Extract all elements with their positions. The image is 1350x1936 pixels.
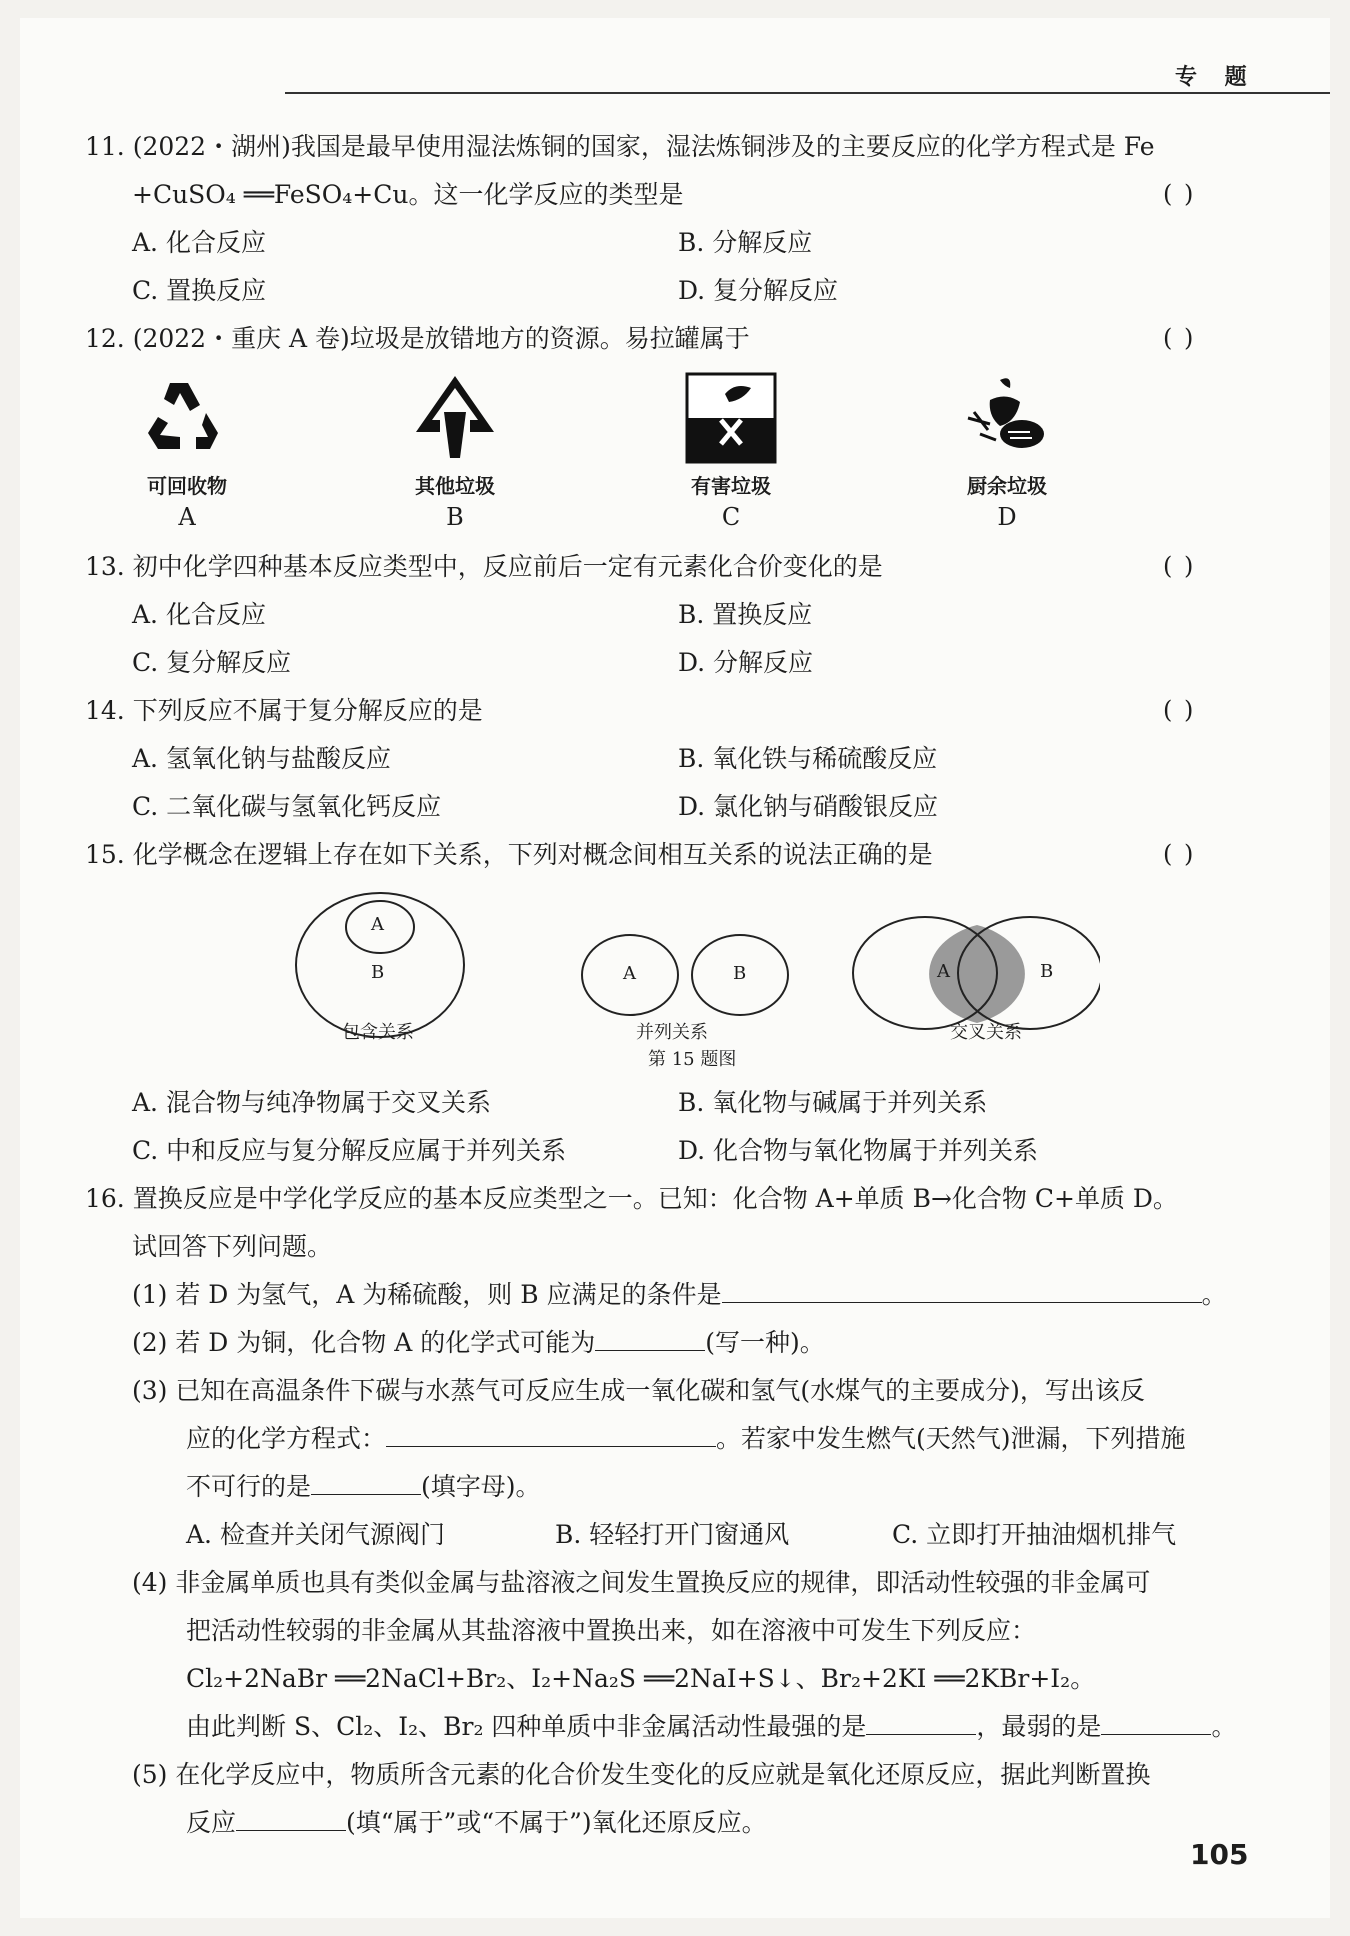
q11-option-a: A. 化合反应 (132, 228, 266, 257)
q14-option-a: A. 氢氧化钠与盐酸反应 (132, 744, 391, 773)
q16-part5-text: 反应 (186, 1808, 237, 1837)
q15-option-c: C. 中和反应与复分解反应属于并列关系 (132, 1136, 567, 1165)
intersect-label-a: A (937, 961, 950, 982)
icon-a-letter: A (178, 503, 196, 531)
q16-part3-line3 (186, 1472, 541, 1502)
q16-part3-option-a: A. 检查并关闭气源阀门 (186, 1520, 445, 1549)
parallel-label-b: B (733, 963, 747, 984)
icon-b-letter: B (446, 503, 464, 531)
header-rule (285, 92, 1330, 94)
q16-part2-blank[interactable] (595, 1328, 705, 1351)
q14-line1: 14. 下列反应不属于复分解反应的是 (85, 696, 483, 725)
section-header: 专 题 (1175, 65, 1257, 90)
hazardous-waste-icon (685, 372, 777, 464)
icon-c-letter: C (721, 503, 741, 531)
q11-line1: 11. (2022・湖州)我国是最早使用湿法炼铜的国家，湿法炼铜涉及的主要反应的化学方程式是 Fe (85, 132, 1155, 161)
q16-part4-weakest-blank[interactable] (1101, 1712, 1211, 1735)
q14-answer-paren[interactable]: ( ) (1163, 696, 1196, 724)
q11-answer-paren[interactable]: ( ) (1163, 180, 1196, 208)
q16-part5-line2 (186, 1808, 767, 1838)
q16-part4-question: 由此判断 S、Cl₂、I₂、Br₂ 四种单质中非金属活动性最强的是 (186, 1712, 867, 1741)
q14-option-b: B. 氧化铁与稀硫酸反应 (678, 744, 938, 773)
q13-answer-paren[interactable]: ( ) (1163, 552, 1196, 580)
q16-part3-hint: (填字母)。 (421, 1472, 541, 1501)
inclusion-label-b: B (371, 962, 385, 983)
q16-part4-equations: Cl₂+2NaBr ══2NaCl+Br₂、I₂+Na₂S ══2NaI+S↓、Br₂+2KI ══2KBr+I₂。 (186, 1664, 1096, 1693)
q16-part3-tail: 。若家中发生燃气(天然气)泄漏，下列措施 (716, 1424, 1186, 1453)
q13-option-b: B. 置换反应 (678, 600, 813, 629)
icon-d-label: 厨余垃圾 (967, 474, 1047, 498)
figure-caption: 第 15 题图 (648, 1049, 737, 1070)
q16-part3-option-b: B. 轻轻打开门窗通风 (555, 1520, 790, 1549)
icon-c-label: 有害垃圾 (691, 474, 771, 498)
q15-line1: 15. 化学概念在逻辑上存在如下关系，下列对概念间相互关系的说法正确的是 (85, 840, 933, 869)
q16-part4-strongest-blank[interactable] (866, 1712, 976, 1735)
q16-part5-line1: (5) 在化学反应中，物质所含元素的化合价发生变化的反应就是氧化还原反应，据此判断置换 (132, 1760, 1151, 1789)
q13-option-a: A. 化合反应 (132, 600, 266, 629)
q16-part4-weakest-text: ，最弱的是 (976, 1712, 1102, 1741)
q15-answer-paren[interactable]: ( ) (1163, 840, 1196, 868)
kitchen-waste-icon (960, 372, 1052, 464)
q16-part4-line1: (4) 非金属单质也具有类似金属与盐溶液之间发生置换反应的规律，即活动性较强的非金属可 (132, 1568, 1151, 1597)
page-number: 105 (1190, 1838, 1249, 1871)
q13-option-c: C. 复分解反应 (132, 648, 292, 677)
q16-part1 (132, 1280, 1227, 1310)
q16-part3-choice-blank[interactable] (311, 1472, 421, 1495)
icon-a-label: 可回收物 (147, 474, 227, 498)
q16-part5-blank[interactable] (236, 1808, 346, 1831)
q16-part3-question: 不可行的是 (186, 1472, 312, 1501)
parallel-caption: 并列关系 (636, 1022, 708, 1043)
intersect-caption: 交叉关系 (950, 1022, 1022, 1043)
q11-option-c: C. 置换反应 (132, 276, 267, 305)
q11-line2: +CuSO₄ ══FeSO₄+Cu。这一化学反应的类型是 (132, 180, 684, 209)
q12-answer-paren[interactable]: ( ) (1163, 324, 1196, 352)
q16-part3-text: 应的化学方程式： (186, 1424, 387, 1453)
intersect-label-b: B (1040, 961, 1054, 982)
parallel-label-a: A (623, 963, 636, 984)
q16-part4-line4 (186, 1712, 1236, 1742)
q16-part2 (132, 1328, 825, 1358)
q16-part4-line2: 把活动性较弱的非金属从其盐溶液中置换出来，如在溶液中可发生下列反应： (186, 1616, 1037, 1645)
q16-part1-text: (1) 若 D 为氢气，A 为稀硫酸，则 B 应满足的条件是 (132, 1280, 722, 1309)
q16-line1: 16. 置换反应是中学化学反应的基本反应类型之一。已知：化合物 A+单质 B→化合物 C+单质 D。 (85, 1184, 1178, 1213)
icon-b-label: 其他垃圾 (415, 474, 495, 498)
q16-part3-option-c: C. 立即打开抽油烟机排气 (892, 1520, 1177, 1549)
recycle-icon (140, 375, 236, 461)
q16-part2-tail: (写一种)。 (705, 1328, 825, 1357)
q16-line2: 试回答下列问题。 (132, 1232, 333, 1261)
q16-part3-line1: (3) 已知在高温条件下碳与水蒸气可反应生成一氧化碳和氢气(水煤气的主要成分)，写出该反 (132, 1376, 1145, 1405)
q14-option-c: C. 二氧化碳与氢氧化钙反应 (132, 792, 442, 821)
q16-part4-end: 。 (1211, 1712, 1237, 1741)
q11-option-b: B. 分解反应 (678, 228, 813, 257)
icon-d-letter: D (997, 503, 1017, 531)
q16-part1-end: 。 (1201, 1280, 1227, 1309)
q15-option-d: D. 化合物与氧化物属于并列关系 (678, 1136, 1039, 1165)
q16-part5-hint: (填“属于”或“不属于”)氧化还原反应。 (346, 1808, 767, 1837)
q13-option-d: D. 分解反应 (678, 648, 814, 677)
q14-option-d: D. 氯化钠与硝酸银反应 (678, 792, 939, 821)
q16-part1-blank[interactable] (722, 1280, 1202, 1303)
q16-part3-equation-blank[interactable] (386, 1424, 716, 1447)
q15-option-a: A. 混合物与纯净物属于交叉关系 (132, 1088, 491, 1117)
q12-line1: 12. (2022・重庆 A 卷)垃圾是放错地方的资源。易拉罐属于 (85, 324, 750, 353)
q16-part2-text: (2) 若 D 为铜，化合物 A 的化学式可能为 (132, 1328, 596, 1357)
q16-part3-line2 (186, 1424, 1186, 1454)
q13-line1: 13. 初中化学四种基本反应类型中，反应前后一定有元素化合价变化的是 (85, 552, 883, 581)
q11-option-d: D. 复分解反应 (678, 276, 839, 305)
inclusion-label-a: A (371, 914, 384, 935)
inclusion-caption: 包含关系 (342, 1022, 414, 1043)
q15-option-b: B. 氧化物与碱属于并列关系 (678, 1088, 988, 1117)
other-waste-icon (410, 372, 500, 464)
